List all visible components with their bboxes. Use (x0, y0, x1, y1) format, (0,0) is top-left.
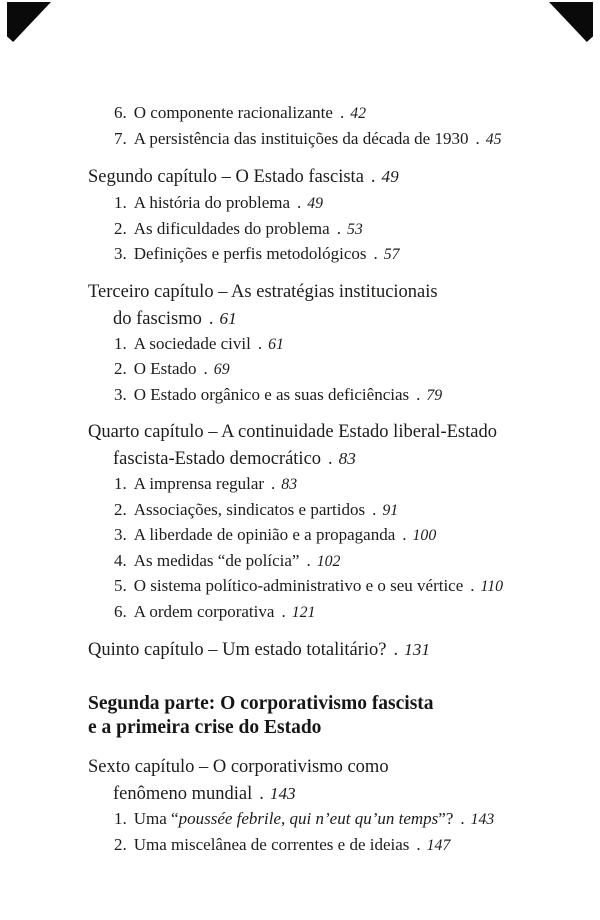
entry-number: 4. (114, 550, 127, 570)
toc-entry (0, 332, 600, 358)
chapter-title: do fascismo (113, 308, 202, 329)
dot-separator: . (416, 834, 421, 854)
dot-separator: . (402, 525, 407, 544)
page-number: 102 (316, 552, 341, 570)
dot-separator: . (460, 809, 465, 828)
dot-separator: . (416, 384, 421, 404)
entry-number: 1. (114, 474, 127, 493)
entry-number: 7. (114, 128, 127, 148)
page-number: 143 (269, 784, 296, 803)
entry-number: 2. (114, 359, 127, 378)
page-number: 83 (281, 476, 298, 493)
dot-separator: . (393, 640, 399, 660)
page-number: 42 (350, 105, 366, 122)
dot-separator: . (470, 576, 475, 595)
page-number: 61 (268, 335, 284, 353)
part-heading-text: Segunda parte: O corporativismo fascista (88, 693, 434, 714)
dot-separator: . (372, 499, 377, 519)
entry-number: 3. (114, 244, 127, 263)
entry-number: 2. (114, 834, 127, 854)
toc-entry (0, 574, 600, 600)
entry-title: O Estado (133, 359, 197, 378)
page-number: 83 (338, 449, 356, 468)
toc-entry (0, 217, 600, 243)
dot-separator: . (259, 784, 264, 804)
page-number: 110 (480, 578, 504, 595)
page-number: 53 (346, 220, 363, 238)
toc-entry (0, 127, 600, 153)
entry-number: 1. (114, 809, 127, 828)
chapter-title: Terceiro capítulo – As estratégias institucionais (88, 281, 438, 302)
dot-separator: . (339, 103, 345, 122)
toc-entry (0, 498, 600, 524)
entry-title: O Estado orgânico e as suas deficiências (133, 384, 410, 404)
entry-title: A história do problema (133, 193, 291, 212)
page-number: 49 (307, 195, 324, 212)
page-number: 100 (412, 527, 437, 544)
dot-separator: . (297, 193, 302, 212)
toc-entry (0, 523, 600, 549)
entry-title: Uma miscelânea de correntes e de ideias (133, 834, 410, 854)
dot-separator: . (306, 550, 311, 570)
page-number: 57 (383, 246, 400, 263)
toc-entry (0, 357, 600, 383)
toc-entry (0, 101, 600, 127)
entry-number: 5. (114, 576, 127, 595)
dot-separator: . (257, 333, 263, 353)
dot-separator: . (281, 601, 286, 621)
chapter-title: Segundo capítulo – O Estado fascista (88, 167, 364, 187)
dot-separator: . (370, 167, 376, 187)
toc-chapter-continuation (0, 446, 600, 472)
page-number: 49 (381, 167, 399, 186)
entry-title: O componente racionalizante (133, 103, 333, 122)
page-number: 61 (219, 308, 237, 328)
entry-title: O sistema político-administrativo e o seu vértice (133, 576, 464, 595)
entry-number: 6. (114, 103, 127, 122)
chapter-title: fenômeno mundial (113, 784, 253, 804)
chapter-title: fascista-Estado democrático (113, 449, 322, 469)
entry-title: A imprensa regular (133, 474, 265, 493)
page-number: 121 (291, 603, 316, 621)
dot-separator: . (328, 449, 333, 469)
entry-title: Associações, sindicatos e partidos (133, 499, 366, 519)
chapter-title: Quinto capítulo – Um estado totalitário? (88, 640, 387, 660)
toc-chapter-continuation (0, 781, 600, 807)
dot-separator: . (203, 359, 208, 378)
entry-number: 2. (114, 218, 127, 238)
dot-separator: . (208, 308, 214, 329)
entry-title-italic-phrase: poussée febrile, qui n’eut qu’un temps (178, 809, 439, 828)
entry-number: 2. (114, 499, 127, 519)
entry-number: 3. (114, 384, 127, 404)
entry-title: A sociedade civil (133, 333, 251, 353)
toc-entry (0, 807, 600, 833)
dot-separator: . (271, 474, 276, 493)
page-number: 45 (485, 130, 502, 148)
entry-title: As dificuldades do problema (133, 218, 330, 238)
toc-entry (0, 600, 600, 626)
toc-entry (0, 242, 600, 268)
chapter-title: Quarto capítulo – A continuidade Estado liberal-Estado (88, 422, 497, 442)
toc-chapter (0, 754, 600, 781)
chapter-title: Sexto capítulo – O corporativismo como (88, 757, 389, 777)
toc-entry (0, 191, 600, 217)
page-number: 143 (470, 811, 495, 828)
part-heading-continuation (0, 716, 600, 740)
entry-title: As medidas “de polícia” (133, 550, 300, 570)
entry-number: 1. (114, 193, 127, 212)
entry-number: 1. (114, 333, 127, 353)
toc-entry (0, 833, 600, 859)
toc-chapter (0, 419, 600, 446)
entry-title-prefix: Uma “ (133, 809, 179, 828)
toc-chapter (0, 279, 600, 306)
toc-chapter (0, 163, 600, 191)
page-number: 69 (213, 361, 230, 378)
part-heading-text: e a primeira crise do Estado (88, 717, 322, 738)
dot-separator: . (336, 218, 341, 238)
page-number: 79 (426, 386, 443, 404)
entry-title: A persistência das instituições da década de 1930 (133, 128, 469, 148)
toc-chapter-continuation (0, 306, 600, 332)
toc-entry (0, 472, 600, 498)
entry-number: 6. (114, 601, 127, 621)
entry-title-suffix: ”? (438, 809, 454, 828)
part-heading (0, 692, 600, 716)
page-number: 131 (404, 640, 430, 659)
toc-entry (0, 383, 600, 409)
dot-separator: . (373, 244, 378, 263)
page-number: 147 (426, 836, 451, 854)
toc-chapter (0, 636, 600, 664)
entry-title: Definições e perfis metodológicos (133, 244, 367, 263)
page-number: 91 (382, 501, 399, 519)
dot-separator: . (475, 128, 480, 148)
toc-entry (0, 549, 600, 575)
entry-title: A ordem corporativa (133, 601, 275, 621)
entry-title: A liberdade de opinião e a propaganda (133, 525, 396, 544)
entry-number: 3. (114, 525, 127, 544)
